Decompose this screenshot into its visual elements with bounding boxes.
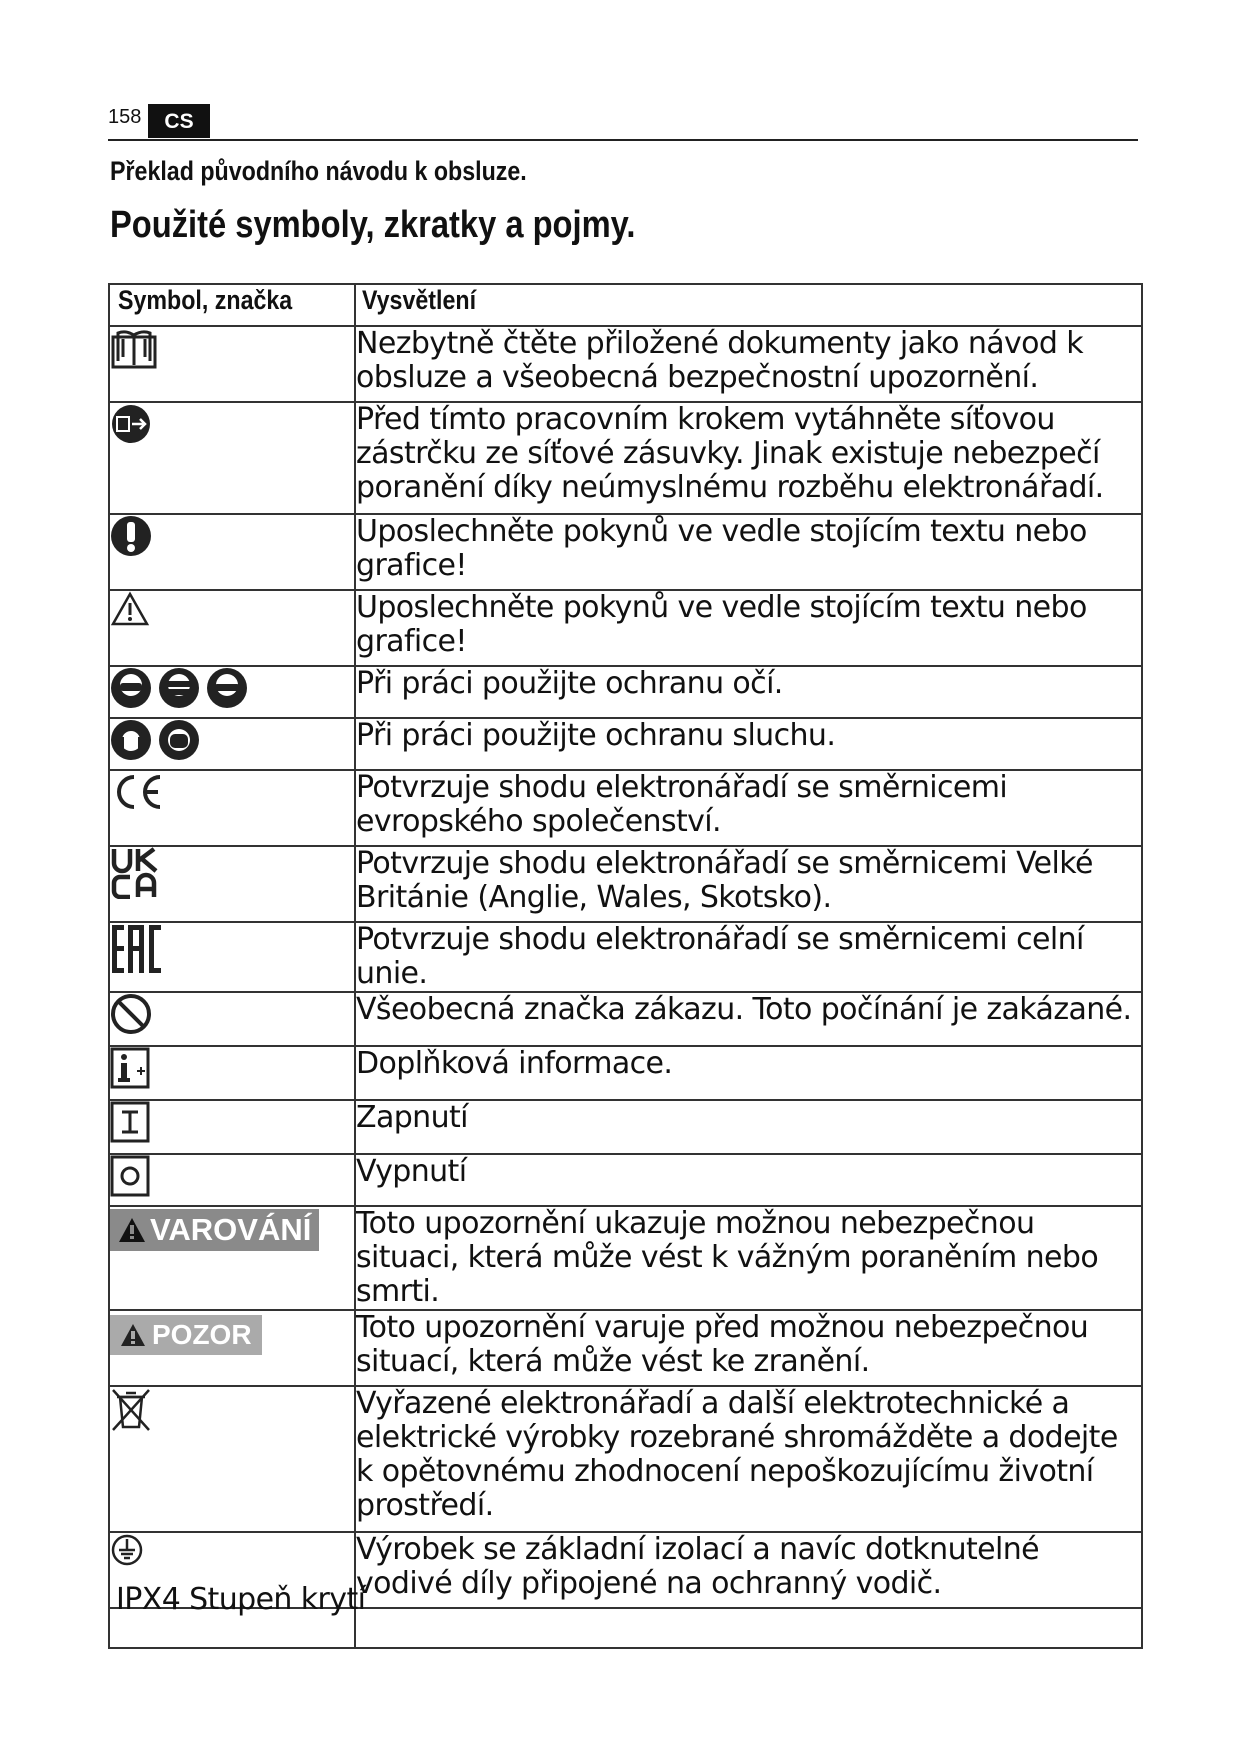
- row-text: Zapnutí: [355, 1100, 1142, 1154]
- table-row: [109, 718, 1142, 770]
- table-row: [109, 514, 1142, 590]
- symbols-table: [108, 283, 1143, 1649]
- ipx-rating-text: IPX4 Stupeň krytí: [116, 1582, 366, 1617]
- caution-badge: POZOR: [110, 1315, 262, 1355]
- row-text: Uposlechněte pokynů ve vedle stojícím textu nebo grafice!: [355, 514, 1142, 590]
- ce-mark-icon: [110, 771, 166, 813]
- row-text: Vyřazené elektronářadí a další elektrotechnické a elektrické výrobky rozebrané shromážděte a dodejte k opětovnému zhodnocení nepoškozujícímu životní prostředí.: [355, 1386, 1142, 1532]
- page-number: 158: [108, 106, 142, 128]
- table-row: [109, 1046, 1142, 1100]
- row-text: Vypnutí: [355, 1154, 1142, 1206]
- row-text: Doplňková informace.: [355, 1046, 1142, 1100]
- table-row: [109, 1154, 1142, 1206]
- page-header: [108, 100, 1138, 141]
- table-row: [109, 846, 1142, 922]
- row-text: Potvrzuje shodu elektronářadí se směrnicemi Velké Británie (Anglie, Wales, Skotsko).: [355, 846, 1142, 922]
- read-manual-icon: [110, 327, 158, 371]
- document-subtitle: Překlad původního návodu k obsluze.: [110, 156, 527, 186]
- row-text: Potvrzuje shodu elektronářadí se směrnicemi evropského společenství.: [355, 770, 1142, 846]
- prohibition-icon: [110, 993, 152, 1035]
- row-text: Toto upozornění varuje před možnou nebezpečnou situací, která může vést ke zranění.: [355, 1310, 1142, 1386]
- eye-protection-icons: [110, 667, 250, 709]
- weee-bin-icon: [110, 1387, 152, 1433]
- table-header-row: [109, 284, 1142, 326]
- row-text: Potvrzuje shodu elektronářadí se směrnicemi celní unie.: [355, 922, 1142, 992]
- page-title: Použité symboly, zkratky a pojmy.: [110, 204, 636, 246]
- ukca-mark-icon: [110, 847, 160, 899]
- row-text: Při práci použijte ochranu sluchu.: [355, 718, 1142, 770]
- power-on-icon: [110, 1101, 150, 1143]
- table-row: [109, 992, 1142, 1046]
- hearing-protection-icons: [110, 719, 204, 761]
- table-row: [109, 326, 1142, 402]
- row-text: Nezbytně čtěte přiložené dokumenty jako návod k obsluze a všeobecná bezpečnostní upozornění.: [355, 326, 1142, 402]
- row-text: Všeobecná značka zákazu. Toto počínání je zakázané.: [355, 992, 1142, 1046]
- row-text: Při práci použijte ochranu očí.: [355, 666, 1142, 718]
- protective-earth-icon: [110, 1533, 144, 1567]
- column-header-explanation: Vysvětlení: [355, 284, 1142, 326]
- info-icon: [110, 1047, 150, 1089]
- table-row: [109, 1206, 1142, 1310]
- table-row: [109, 1386, 1142, 1532]
- table-row: [109, 666, 1142, 718]
- eac-mark-icon: [110, 923, 162, 975]
- warning-triangle-icon: [118, 1217, 146, 1243]
- table-row: [109, 402, 1142, 514]
- language-badge: CS: [148, 104, 210, 138]
- row-text: Toto upozornění ukazuje možnou nebezpečnou situaci, která může vést k vážným poraněním nebo smrti.: [355, 1206, 1142, 1310]
- table-row: [109, 590, 1142, 666]
- warning-badge: VAROVÁNÍ: [110, 1209, 319, 1251]
- table-row: [109, 770, 1142, 846]
- row-text: Před tímto pracovním krokem vytáhněte síťovou zástrčku ze síťové zásuvky. Jinak existuje nebezpečí poranění díky neúmyslnému rozběhu elektronářadí.: [355, 402, 1142, 514]
- warning-triangle-icon: [110, 591, 150, 627]
- row-text: Uposlechněte pokynů ve vedle stojícím textu nebo grafice!: [355, 590, 1142, 666]
- warning-triangle-icon: [120, 1323, 146, 1347]
- mandatory-exclamation-icon: [110, 515, 152, 557]
- unplug-icon: [110, 403, 152, 445]
- column-header-symbol: Symbol, značka: [109, 284, 355, 326]
- table-row: [109, 1310, 1142, 1386]
- power-off-icon: [110, 1155, 150, 1197]
- table-row: [109, 1100, 1142, 1154]
- table-row: [109, 922, 1142, 992]
- row-text: Výrobek se základní izolací a navíc dotknutelné vodivé díly připojené na ochranný vodič.: [355, 1532, 1142, 1608]
